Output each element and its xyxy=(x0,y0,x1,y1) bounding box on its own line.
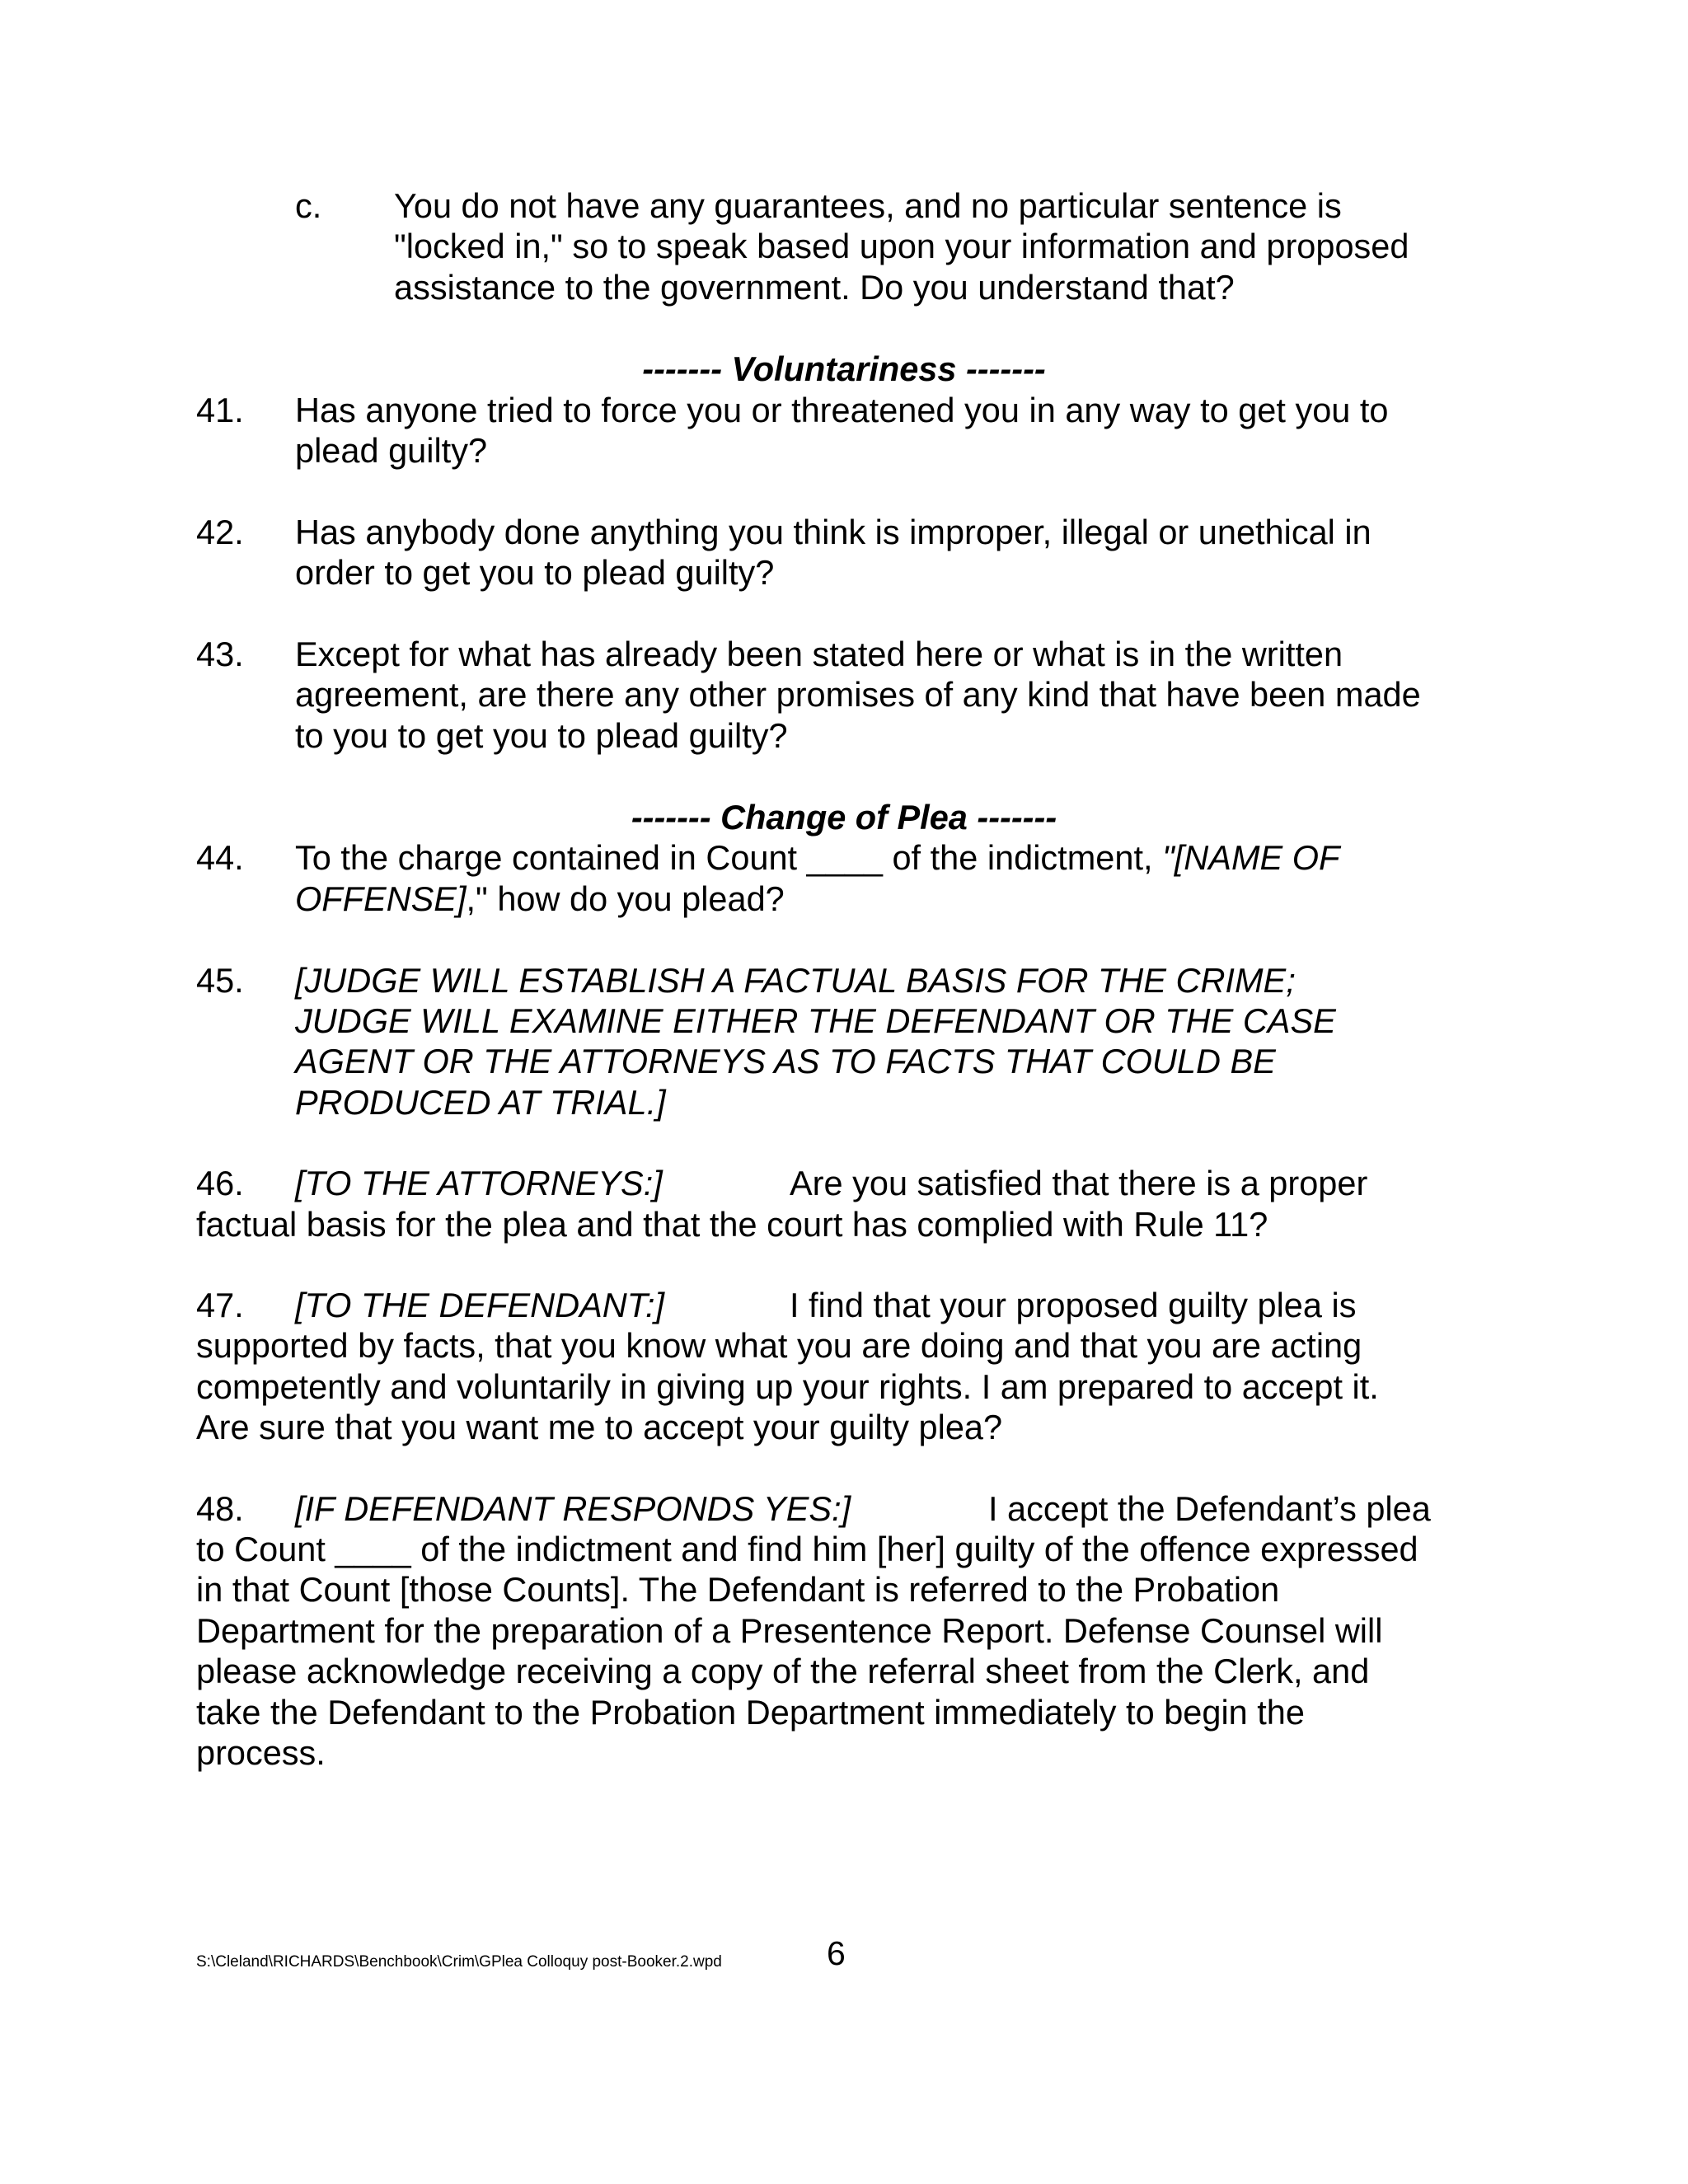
item-line: order to get you to plead guilty? xyxy=(295,553,775,592)
item-line: I accept the Defendant’s plea xyxy=(988,1489,1431,1528)
item-instruction: [TO THE ATTORNEYS:] xyxy=(295,1164,663,1202)
item-44-text: ," how do you plead? xyxy=(466,879,785,918)
item-line: factual basis for the plea and that the court has complied with Rule 11? xyxy=(196,1205,1268,1244)
item-line: please acknowledge receiving a copy of the referral sheet from the Clerk, and xyxy=(196,1652,1370,1690)
item-line xyxy=(295,837,1339,879)
item-line: in that Count [those Counts]. The Defendant is referred to the Probation xyxy=(196,1570,1280,1609)
item-line: agreement, are there any other promises of any kind that have been made xyxy=(295,675,1421,714)
item-line: to Count ____ of the indictment and find him [her] guilty of the offence expressed xyxy=(196,1530,1418,1568)
page-number: 6 xyxy=(827,1934,846,1972)
item-line xyxy=(295,879,785,920)
item-line: plead guilty? xyxy=(295,431,488,470)
item-number: 46. xyxy=(196,1164,244,1202)
item-number: 45. xyxy=(196,961,244,1000)
item-line: to you to get you to plead guilty? xyxy=(295,716,788,755)
item-number: 43. xyxy=(196,635,244,673)
item-instruction: [TO THE DEFENDANT:] xyxy=(295,1286,665,1324)
item-line: Are you satisfied that there is a proper xyxy=(790,1164,1368,1202)
item-line: Department for the preparation of a Presentence Report. Defense Counsel will xyxy=(196,1611,1383,1650)
item-number: 48. xyxy=(196,1489,244,1528)
item-line: AGENT OR THE ATTORNEYS AS TO FACTS THAT COULD BE xyxy=(295,1042,1276,1080)
item-number: 44. xyxy=(196,838,244,877)
item-number: 47. xyxy=(196,1286,244,1324)
item-line: [JUDGE WILL ESTABLISH A FACTUAL BASIS FOR THE CRIME; xyxy=(295,961,1296,1000)
item-line: Has anyone tried to force you or threatened you in any way to get you to xyxy=(295,391,1389,429)
item-instruction: [IF DEFENDANT RESPONDS YES:] xyxy=(295,1489,851,1528)
item-number: 41. xyxy=(196,391,244,429)
item-line: Are sure that you want me to accept your guilty plea? xyxy=(196,1408,1003,1446)
item-line: supported by facts, that you know what you are doing and that you are acting xyxy=(196,1326,1362,1365)
item-line: I find that your proposed guilty plea is xyxy=(790,1286,1357,1324)
section-heading-voluntariness: ------- Voluntariness ------- xyxy=(642,349,1046,388)
item-c-line: "locked in," so to speak based upon your information and proposed xyxy=(394,227,1409,265)
item-c-label: c. xyxy=(295,186,322,225)
item-line: Except for what has already been stated here or what is in the written xyxy=(295,635,1343,673)
item-c-line: You do not have any guarantees, and no particular sentence is xyxy=(394,186,1342,225)
footer-file-path: S:\Cleland\RICHARDS\Benchbook\Crim\GPlea Colloquy post-Booker.2.wpd xyxy=(196,1953,722,1971)
item-44-text: To the charge contained in Count ____ of the indictment, xyxy=(295,838,1163,877)
item-44-offense-placeholder: OFFENSE] xyxy=(295,879,467,918)
item-line: competently and voluntarily in giving up your rights. I am prepared to accept it. xyxy=(196,1367,1379,1406)
item-line: Has anybody done anything you think is improper, illegal or unethical in xyxy=(295,513,1372,551)
item-c-line: assistance to the government. Do you understand that? xyxy=(394,268,1235,307)
item-line: take the Defendant to the Probation Department immediately to begin the xyxy=(196,1693,1305,1732)
item-line: process. xyxy=(196,1733,326,1772)
item-44-offense-placeholder: "[NAME OF xyxy=(1162,838,1340,877)
item-line: JUDGE WILL EXAMINE EITHER THE DEFENDANT OR THE CASE xyxy=(295,1001,1336,1040)
item-number: 42. xyxy=(196,513,244,551)
section-heading-change-of-plea: ------- Change of Plea ------- xyxy=(631,798,1057,837)
item-line: PRODUCED AT TRIAL.] xyxy=(295,1083,666,1122)
